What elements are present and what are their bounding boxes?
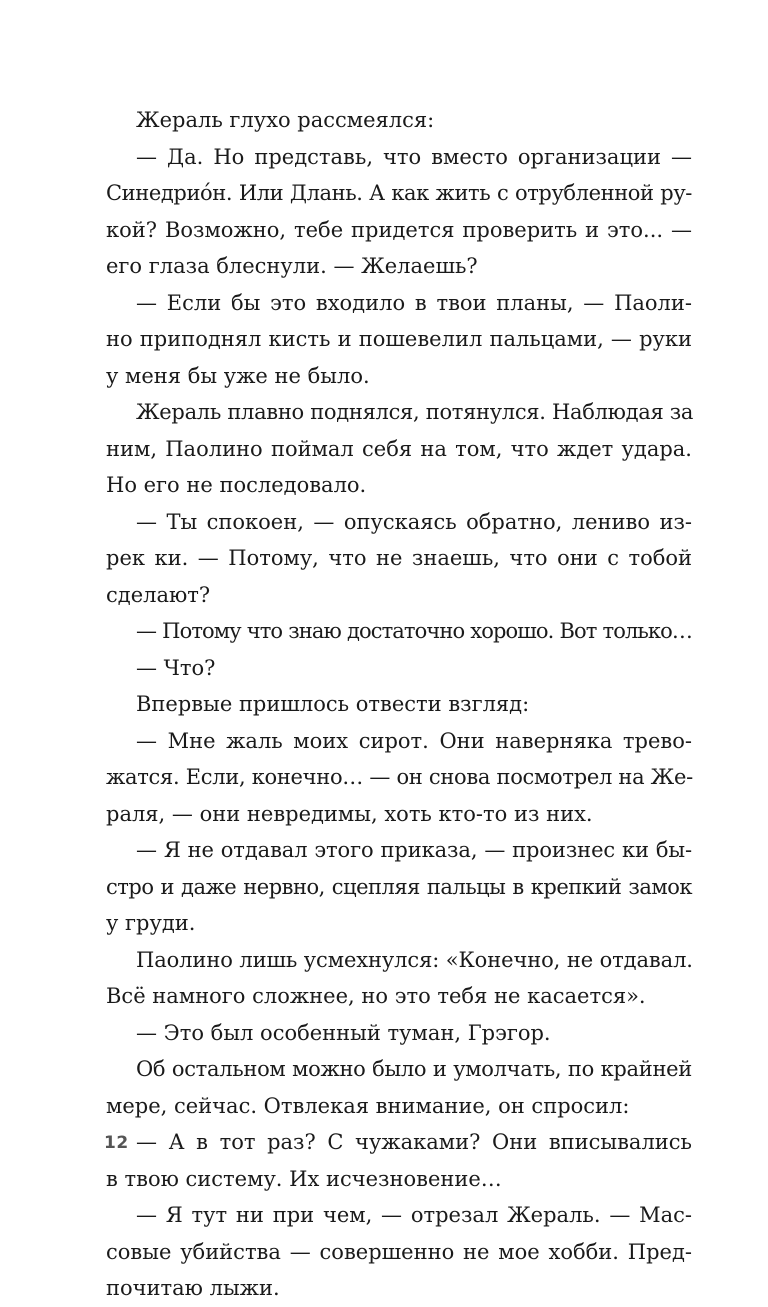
text-line: Жераль глухо рассмеялся:: [136, 108, 435, 132]
text-line: стро и даже нервно, сцепляя пальцы в крепкий замок: [106, 874, 692, 899]
text-line: у меня бы уже не было.: [106, 363, 370, 388]
text-line: раля, — они невредимы, хоть кто-то из них.: [106, 801, 593, 826]
body-text: [106, 102, 692, 1307]
text-line: сделают?: [106, 582, 211, 607]
text-line: но приподнял кисть и пошевелил пальцами, — руки: [106, 327, 692, 351]
text-line: Впервые пришлось отвести взгляд:: [136, 692, 530, 716]
text-line: — Я тут ни при чем, — отрезал Жераль. — Мас-: [136, 1203, 692, 1227]
text-line: Паолино лишь усмехнулся: «Конечно, не отдавал.: [136, 947, 693, 972]
text-line: Всё намного сложнее, но это тебя не касается».: [106, 984, 646, 1008]
text-line: мере, сейчас. Отвлекая внимание, он спросил:: [106, 1093, 630, 1118]
text-line: ним, Паолино поймал себя на том, что ждет удара.: [106, 436, 692, 461]
text-line: его глаза блеснули. — Желаешь?: [106, 254, 478, 278]
text-line: — Я не отдавал этого приказа, — произнес ки бы-: [136, 838, 692, 862]
text-line: почитаю лыжи.: [106, 1276, 280, 1300]
text-line: рек ки. — Потому, что не знаешь, что они с тобой: [106, 546, 692, 570]
text-line: в твою систему. Их исчезновение…: [106, 1166, 502, 1191]
text-line: Об остальном можно было и умолчать, по крайней: [136, 1057, 692, 1081]
text-line: совые убийства — совершенно не мое хобби. Пред-: [106, 1239, 692, 1264]
text-line: — Ты спокоен, — опускаясь обратно, лениво из-: [136, 509, 692, 534]
text-line: — Да. Но представь, что вместо организации —: [136, 144, 692, 169]
page-number: 12: [104, 1133, 129, 1153]
text-line: кой? Возможно, тебе придется проверить и это... —: [106, 217, 692, 242]
text-line: Синедрио́н. Или Длань. А как жить с отрубленной ру-: [106, 181, 692, 205]
text-line: у груди.: [106, 911, 196, 935]
text-line: — Потому что знаю достаточно хорошо. Вот только…: [136, 619, 692, 643]
text-line: Жераль плавно поднялся, потянулся. Наблюдая за: [136, 400, 694, 424]
text-line: — Что?: [136, 655, 216, 680]
text-line: — Мне жаль моих сирот. Они наверняка трево-: [136, 728, 692, 753]
text-line: — А в тот раз? С чужаками? Они вписывались: [136, 1130, 692, 1154]
text-line: Но его не последовало.: [106, 473, 367, 497]
text-line: — Это был особенный туман, Грэгор.: [136, 1020, 551, 1045]
text-line: жатся. Если, конечно… — он снова посмотрел на Же-: [106, 765, 693, 789]
text-line: — Если бы это входило в твои планы, — Паоли-: [136, 290, 692, 315]
